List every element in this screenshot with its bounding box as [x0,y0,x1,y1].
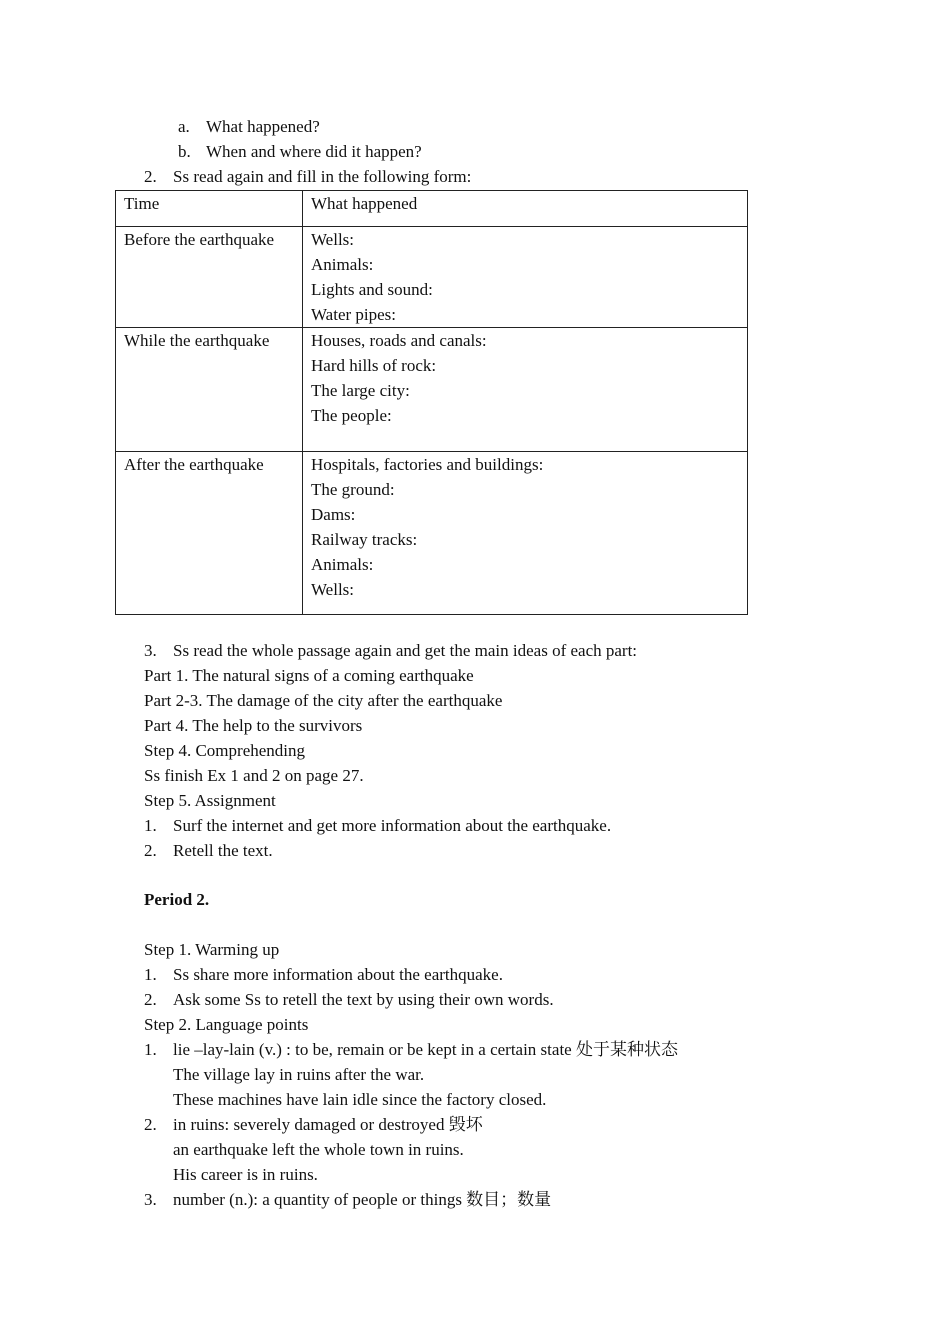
text-line: Part 1. The natural signs of a coming earthquake [144,666,474,685]
table-row [116,452,748,615]
event-line: Animals: [311,255,374,274]
step-heading: Step 2. Language points [144,1015,309,1034]
event-line: Wells: [311,580,355,599]
event-line: The large city: [311,381,410,400]
list-text: When and where did it happen? [206,142,422,161]
list-item [144,638,638,663]
event-line: Dams: [311,505,356,524]
list-item [144,813,612,838]
list-text: Surf the internet and get more information about the earthquake. [173,816,612,835]
text-line: Ss finish Ex 1 and 2 on page 27. [144,766,364,785]
list-marker: 2. [144,1115,157,1134]
list-marker: 3. [144,1190,157,1209]
list-marker: 3. [144,641,157,660]
events-cell [303,227,748,328]
step-heading: Step 5. Assignment [144,791,276,810]
list-marker: 2. [144,990,157,1009]
step-heading: Step 4. Comprehending [144,741,306,760]
list-text: Ss read again and fill in the following form: [173,167,472,186]
text-line: Part 4. The help to the survivors [144,716,363,735]
list-marker: 2. [144,841,157,860]
list-item [144,1112,546,1137]
event-line: Hard hills of rock: [311,356,437,375]
example-sentence: His career is in ruins. [173,1165,318,1184]
event-line: Water pipes: [311,305,397,324]
events-cell [303,328,748,452]
example-sentence: The village lay in ruins after the war. [173,1065,425,1084]
list-item [144,962,546,987]
list-item [144,1187,552,1212]
event-line: Hospitals, factories and buildings: [311,455,544,474]
list-item [144,1037,678,1062]
list-marker: 1. [144,1040,157,1059]
list-text: Ask some Ss to retell the text by using their own words. [173,990,554,1009]
table-header-row [116,191,748,227]
list-text: Retell the text. [173,841,273,860]
list-text: Ss share more information about the earthquake. [173,965,503,984]
example-sentence: These machines have lain idle since the factory closed. [173,1090,547,1109]
time-cell: Before the earthquake [116,227,303,328]
list-item [144,987,554,1012]
text-line: Part 2-3. The damage of the city after the earthquake [144,691,503,710]
event-line: Lights and sound: [311,280,433,299]
list-text: Ss read the whole passage again and get the main ideas of each part: [173,641,638,660]
header-what-happened: What happened [303,191,748,227]
main-ideas-section [144,638,638,863]
period-title: Period 2. [144,890,210,909]
event-line: Houses, roads and canals: [311,331,487,350]
event-line: The people: [311,406,392,425]
header-time: Time [116,191,303,227]
example-sentence: an earthquake left the whole town in ruins. [173,1140,464,1159]
events-cell [303,452,748,615]
list-marker: b. [178,142,191,161]
time-cell: After the earthquake [116,452,303,615]
list-text: in ruins: severely damaged or destroyed 毁坏 [173,1115,483,1134]
list-marker: 2. [144,167,157,186]
time-cell: While the earthquake [116,328,303,452]
list-marker: 1. [144,816,157,835]
step-heading: Step 1. Warming up [144,940,280,959]
event-line: Railway tracks: [311,530,418,549]
event-line: Wells: [311,230,355,249]
period-2-section [144,887,678,1212]
list-marker: 1. [144,965,157,984]
list-marker: a. [178,117,190,136]
earthquake-form-table [115,190,748,615]
table-row [116,227,748,328]
list-text: What happened? [206,117,320,136]
event-line: The ground: [311,480,395,499]
list-item [144,838,502,863]
table-row [116,328,748,452]
list-text: number (n.): a quantity of people or things 数目；数量 [173,1190,552,1209]
event-line: Animals: [311,555,374,574]
list-text: lie –lay-lain (v.) : to be, remain or be kept in a certain state 处于某种状态 [173,1040,678,1059]
